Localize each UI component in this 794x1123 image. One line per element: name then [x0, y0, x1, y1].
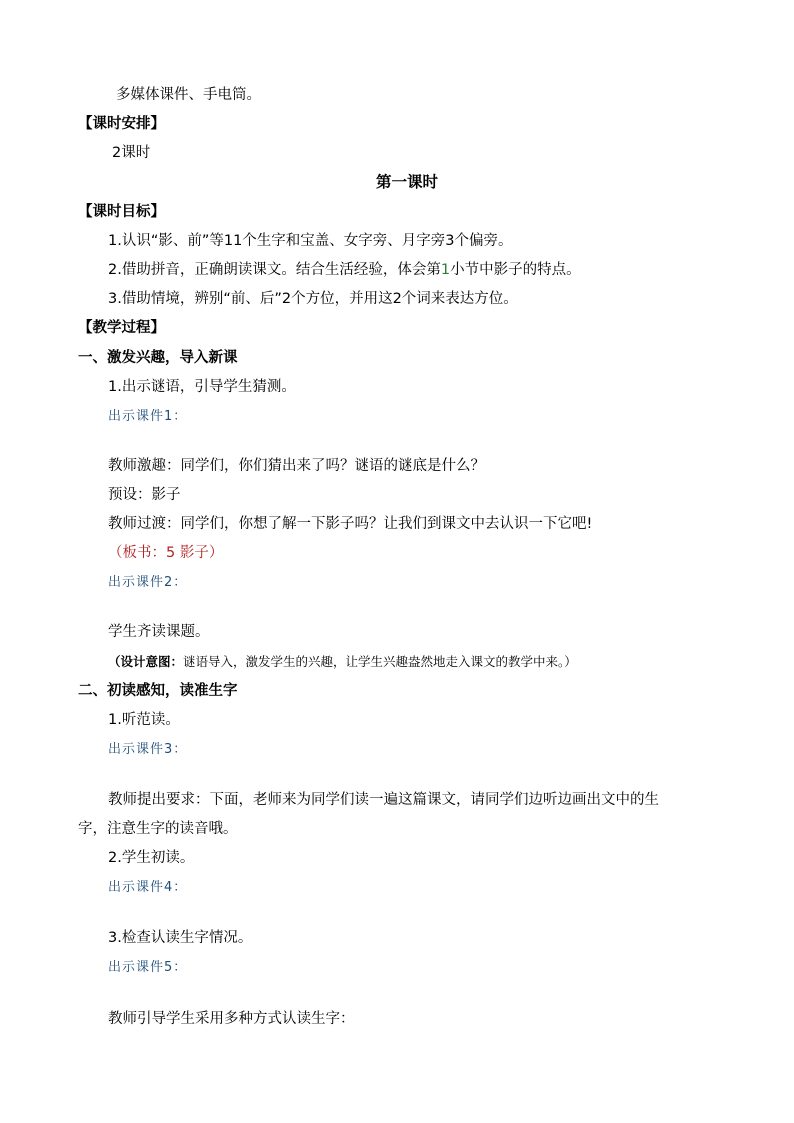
goal-3: 3.借助情境，辨别“前、后”2个方位，并用这2个词来表达方位。 [108, 291, 518, 307]
teacher-requirement-line-2: 字，注意生字的读音哦。 [78, 821, 238, 837]
materials-text: 多媒体课件、手电筒。 [116, 87, 261, 103]
schedule-value: 2课时 [112, 145, 151, 161]
teacher-transition: 教师过渡：同学们，你想了解一下影子吗？让我们到课文中去认识一下它吧! [108, 516, 593, 532]
section-2-step-1: 1.听范读。 [108, 712, 180, 728]
section-1-step-1: 1.出示谜语，引导学生猜测。 [108, 379, 296, 395]
teacher-requirement-line-1: 教师提出要求：下面，老师来为同学们读一遍这篇课文，请同学们边听边画出文中的生 [108, 792, 659, 808]
design-intent [108, 652, 577, 672]
section-2-title: 二、初读感知，读准生字 [78, 683, 238, 699]
schedule-heading: 【课时安排】 [78, 116, 165, 132]
board-note: （板书：5 影子） [108, 545, 224, 561]
preset-answer: 预设：影子 [108, 487, 181, 503]
design-intent-text: 谜语导入，激发学生的兴趣，让学生兴趣盎然地走入课文的教学中来。） [183, 654, 577, 669]
courseware-ref-1: 出示课件1： [108, 409, 188, 424]
process-heading: 【教学过程】 [78, 320, 165, 336]
courseware-ref-3: 出示课件3： [108, 742, 188, 757]
teacher-guide: 教师引导学生采用多种方式认读生字： [108, 1011, 355, 1027]
read-title-text: 学生齐读课题。 [108, 624, 210, 640]
section-2-step-3: 3.检查认读生字情况。 [108, 930, 253, 946]
teacher-question: 教师激趣：同学们，你们猜出来了吗？谜语的谜底是什么？ [108, 458, 485, 474]
courseware-ref-4: 出示课件4： [108, 880, 188, 895]
courseware-ref-2: 出示课件2： [108, 575, 188, 590]
lesson-title: 第一课时 [376, 173, 439, 191]
goal-2 [108, 260, 581, 280]
section-2-step-2: 2.学生初读。 [108, 850, 195, 866]
goal-2-number: 1 [440, 262, 451, 278]
section-1-title: 一、激发兴趣，导入新课 [78, 350, 238, 366]
goal-2-part-b: 小节中影子的特点。 [450, 262, 581, 278]
goal-1: 1.认识“影、前”等11个生字和宝盖、女字旁、月字旁3个偏旁。 [108, 233, 513, 249]
design-intent-label: （设计意图： [108, 654, 184, 669]
goals-heading: 【课时目标】 [78, 204, 165, 220]
goal-2-part-a: 2.借助拼音，正确朗读课文。结合生活经验，体会第 [108, 262, 441, 278]
courseware-ref-5: 出示课件5： [108, 960, 188, 975]
